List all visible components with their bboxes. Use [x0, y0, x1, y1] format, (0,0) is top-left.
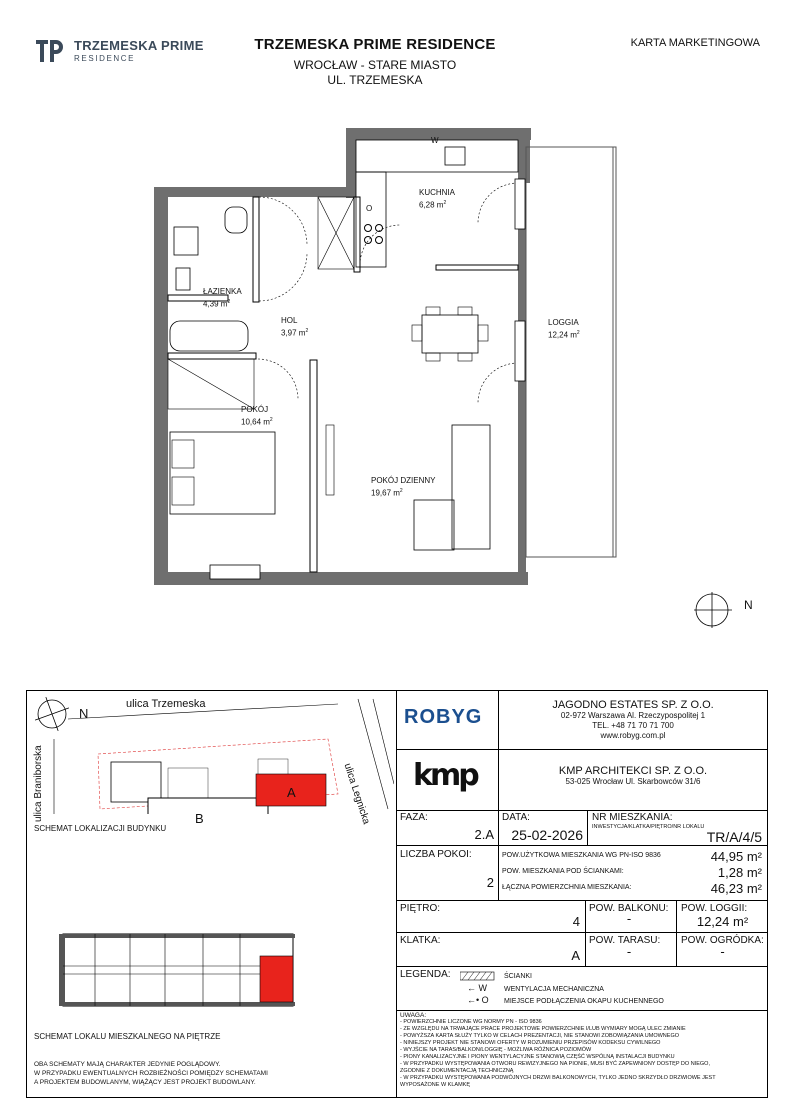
developer-info: JAGODNO ESTATES SP. Z O.O. 02-972 Warszawa Al. Rzeczypospolitej 1 TEL. +48 71 70 71 700 www.robyg.com.pl — [552, 699, 714, 740]
trzemeska-logo-icon — [34, 34, 66, 66]
floor-plan — [150, 125, 620, 590]
architect-info: KMP ARCHITEKCI SP. Z O.O. 53-025 Wrocław Ul. Skarbowców 31/6 — [558, 765, 708, 786]
brand-title: TRZEMESKA PRIME — [74, 38, 204, 53]
nr-value: TR/A/4/5 — [706, 829, 762, 845]
ventilation-mark-w: W — [431, 136, 439, 145]
loggia-label: POW. LOGGII: — [681, 903, 748, 914]
compass-north-label-site: N — [79, 706, 89, 721]
page-subtitle-city: WROCŁAW - STARE MIASTO — [293, 58, 457, 72]
street-braniborska: ulica Braniborska — [33, 745, 44, 822]
klatka-value: A — [571, 948, 580, 963]
notes: UWAGA: - POWIERZCHNIE LICZONE WG NORMY PN - ISO 9836 - ZE WZGLĘDU NA TRWAJĄCE PRACE PROJEKTOWE POWIERZCHNIE I/LUB WYMIARY MOGĄ ULEC ZMIANIE - POWYŻSZA KARTA SŁUŻY TYLKO W CELACH PREZENTACJI, NIE STANOWI ZOBOWIĄZANIA UMOWNEGO - NINIEJSZY PROJEKT NIE STANOWI OFERTY W ROZUMIENIU PRZEPISÓW KODEKSU CYWILNEGO - WYJŚCIE NA TARAS/BALKON/LOGGIĘ - MOŻLIWA RÓŻNICA POZIOMÓW - PIONY KANALIZACYJNE I PIONY WENTYLACYJNE STANOWIĄ CZĘŚĆ WSPÓLNĄ INSTALACJI BUDYNKU - W PRZYPADKU WYSTĘPOWANIA OTWORU REWIZYJNEGO NA PIONIE, MUSI BYĆ ZAPEWNIONY DOSTĘP DO NIEGO, ZGODNIE Z DOKUMENTACJĄ TECHNICZNĄ - W PRZYPADKU WYSTĘPOWANIA PODWÓJNYCH DRZWI BALKONOWYCH, TYLKO JEDNO SKRZYDŁO DRZWIOWE JEST WYPOSAŻONE W KLAMKĘ — [400, 1012, 716, 1088]
taras-label: POW. TARASU: — [589, 935, 661, 946]
ogrodek-label: POW. OGRÓDKA: — [681, 935, 764, 946]
nr-label: NR MIESZKANIA: — [592, 812, 673, 823]
pow-uzytkowa-label: POW.UŻYTKOWA MIESZKANIA WG PN-ISO 9836 — [502, 852, 661, 859]
street-legnicka: ulica Legnicka — [341, 762, 372, 826]
pokoje-value: 2 — [486, 875, 494, 890]
legend-o-row: ←• O — [467, 995, 489, 1005]
street-trzemeska: ulica Trzemeska — [126, 698, 206, 710]
kmp-logo: kmp — [413, 758, 477, 793]
pow-pod-label: POW. MIESZKANIA POD ŚCIANKAMI: — [502, 868, 624, 875]
loggia-value: 12,24 m² — [696, 914, 749, 929]
balkon-value: - — [626, 911, 632, 926]
pietro-value: 4 — [572, 914, 580, 929]
legend-w-text: WENTYLACJA MECHANICZNA — [504, 986, 604, 993]
pow-pod-value: 1,28 m² — [717, 865, 762, 880]
caption-site: SCHEMAT LOKALIZACJI BUDYNKU — [34, 824, 167, 833]
pow-uzytkowa-value: 44,95 m² — [710, 849, 762, 864]
caption-floor: SCHEMAT LOKALU MIESZKALNEGO NA PIĘTRZE — [34, 1032, 221, 1041]
pow-laczna-label: ŁĄCZNA POWIERZCHNIA MIESZKANIA: — [502, 884, 632, 891]
room-hol: HOL 3,97 $m^2$ — [281, 316, 309, 338]
ogrodek-value: - — [720, 944, 725, 959]
legend-w-row: ← W — [467, 983, 488, 993]
brand-logo — [34, 34, 224, 66]
pietro-label: PIĘTRO: — [400, 903, 441, 914]
pow-laczna-value: 46,23 m² — [710, 881, 762, 896]
klatka-label: KLATKA: — [400, 935, 441, 946]
robyg-logo: ROBYG — [404, 706, 483, 728]
legend-label: LEGENDA: — [400, 969, 451, 980]
nr-sublabel: INWESTYCJA/KLATKA/PIĘTRO/NR LOKALU — [592, 824, 705, 830]
brand-subtitle: RESIDENCE — [74, 54, 136, 63]
faza-value: 2.A — [474, 827, 494, 842]
data-value: 25-02-2026 — [511, 827, 583, 843]
room-loggia: LOGGIA 12,24 $m^2$ — [548, 318, 580, 340]
data-label: DATA: — [502, 812, 530, 823]
page-subtitle-street: UL. TRZEMESKA — [327, 73, 423, 87]
faza-label: FAZA: — [400, 812, 428, 823]
legend-o-text: MIEJSCE PODŁĄCZENIA OKAPU KUCHENNEGO — [504, 998, 664, 1005]
room-pokoj: POKÓJ 10,64 $m^2$ — [241, 405, 273, 427]
balkon-label: POW. BALKONU: — [589, 903, 669, 914]
room-lazienka: ŁAZIENKA 4,39 $m^2$ — [203, 287, 242, 309]
taras-value: - — [626, 944, 632, 959]
pokoje-label: LICZBA POKOI: — [400, 849, 472, 860]
building-b-label: B — [195, 811, 204, 826]
legend-scianki: ŚCIANKI — [504, 973, 533, 980]
room-pokoj-dzienny: POKÓJ DZIENNY 19,67 $m^2$ — [371, 476, 436, 498]
page-title: TRZEMESKA PRIME RESIDENCE — [254, 36, 496, 53]
floor-schematic — [45, 928, 305, 1010]
building-a-label: A — [287, 785, 296, 800]
compass-north-label: N — [744, 598, 753, 612]
schematic-disclaimer: OBA SCHEMATY MAJĄ CHARAKTER JEDYNIE POGLĄDOWY. W PRZYPADKU EWENTUALNYCH ROZBIEŻNOŚCI POMIĘDZY SCHEMATAMI A PROJEKTEM BUDOWLANYM, WIĄŻĄCY JEST PROJEKT BUDOWLANY. — [34, 1061, 268, 1086]
hatch-legend-icon — [460, 971, 496, 981]
room-kuchnia: KUCHNIA 6,28 $m^2$ — [419, 188, 456, 210]
hood-mark-o: O — [366, 204, 373, 213]
document-type: KARTA MARKETINGOWA — [630, 37, 760, 49]
